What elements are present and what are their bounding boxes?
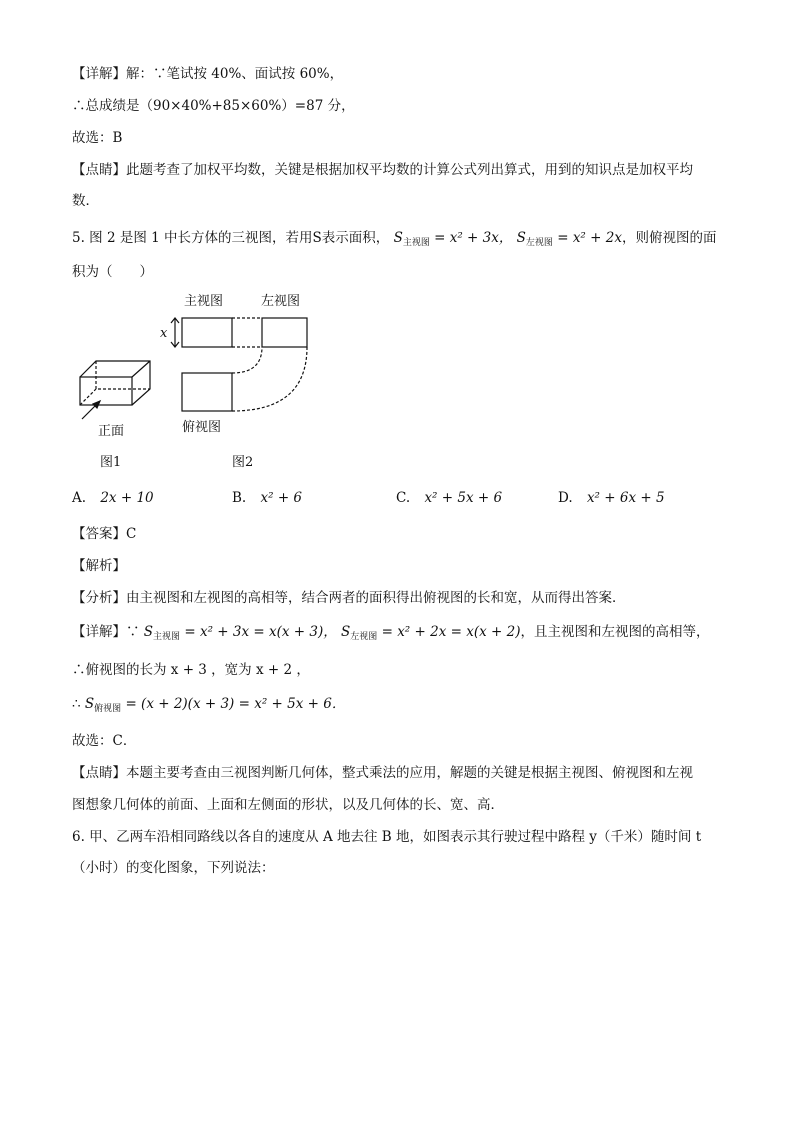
formula: = x² + 2x = x(x + 2)	[381, 624, 521, 640]
text-line: ∴俯视图的长为 x + 3 ，宽为 x + 2 ，	[72, 662, 310, 678]
q5-prefix: 5. 图 2 是图 1 中长方体的三视图，若用S表示面积，	[72, 230, 390, 246]
text-line: 【详解】解：∵笔试按 40%、面试按 60%，	[72, 66, 344, 82]
answer-line: 【答案】C	[72, 526, 137, 542]
formula: = x² + 2x	[557, 230, 622, 246]
text-line: 【点睛】本题主要考查由三视图判断几何体，整式乘法的应用，解题的关键是根据主视图、俯视图和左视	[72, 765, 693, 781]
detail-prefix: 【详解】∵	[72, 624, 140, 640]
area-line	[72, 694, 345, 719]
cuboid-front-face	[80, 377, 132, 405]
side-view-label: 左视图	[261, 294, 301, 309]
question-6-stem: 6. 甲、乙两车沿相同路线以各自的速度从 A 地去往 B 地，如图表示其行驶过程中路程 y（千米）随时间 t	[72, 829, 702, 845]
question-5-stem	[72, 228, 716, 253]
top-view-rect	[182, 373, 232, 411]
s-subscript: 左视图	[525, 238, 553, 248]
s-symbol: S	[84, 696, 95, 712]
option-key: A.	[72, 490, 87, 506]
front-label: 正面	[98, 424, 125, 439]
formula: = x² + 3x，	[434, 230, 513, 246]
s-symbol: S	[143, 624, 154, 640]
projection-lines	[232, 318, 307, 411]
side-view-rect	[262, 318, 307, 347]
s-subscript: 主视图	[153, 632, 181, 642]
detail-suffix: ，且主视图和左视图的高相等，	[520, 624, 710, 640]
formula: = (x + 2)(x + 3) = x² + 5x + 6．	[125, 696, 346, 712]
option-expr: x² + 6	[260, 490, 303, 506]
option-b	[232, 488, 302, 508]
option-expr: 2x + 10	[100, 490, 154, 506]
analysis-text: 【分析】由主视图和左视图的高相等，结合两者的面积得出俯视图的长和宽，从而得出答案．	[72, 590, 626, 606]
option-key: D.	[558, 490, 573, 506]
option-c	[396, 488, 502, 508]
cuboid-edges	[80, 361, 150, 405]
text-line: 故选：C．	[72, 733, 137, 749]
option-a	[72, 488, 154, 508]
text-line: ∴总成绩是（90×40%+85×60%）=87 分，	[72, 98, 355, 114]
s-symbol: S	[341, 624, 351, 640]
option-key: C.	[396, 490, 411, 506]
option-expr: x² + 6x + 5	[586, 490, 665, 506]
analysis-heading: 【解析】	[72, 558, 126, 574]
text-line: 图想象几何体的前面、上面和左侧面的形状，以及几何体的长、宽、高．	[72, 797, 504, 813]
therefore: ∴	[72, 696, 81, 712]
front-view-label: 主视图	[184, 294, 224, 309]
option-d	[558, 488, 665, 508]
text-line: 【点睛】此题考查了加权平均数，关键是根据加权平均数的计算公式列出算式，用到的知识点是加权平均	[72, 162, 693, 178]
fig2-label: 图2	[232, 455, 254, 470]
front-view-rect	[182, 318, 232, 347]
formula: = x² + 3x = x(x + 3)，	[184, 624, 337, 640]
x-label: x	[160, 326, 168, 341]
three-view-figure	[60, 285, 340, 470]
option-expr: x² + 5x + 6	[424, 490, 503, 506]
s-subscript: 左视图	[350, 632, 378, 642]
fig1-label: 图1	[100, 455, 122, 470]
s-subscript: 主视图	[402, 238, 430, 248]
text-line: （小时）的变化图象，下列说法：	[72, 860, 275, 876]
detail-line	[72, 622, 709, 647]
text-line: 故选：B	[72, 130, 123, 146]
s-symbol: S	[516, 230, 526, 246]
q5-suffix: ，则俯视图的面	[621, 230, 717, 246]
text-line: 积为（ ）	[72, 264, 153, 280]
text-line: 数．	[72, 193, 99, 209]
top-view-label: 俯视图	[182, 420, 222, 435]
s-subscript: 俯视图	[94, 704, 122, 714]
option-key: B.	[232, 490, 247, 506]
s-symbol: S	[393, 230, 403, 246]
